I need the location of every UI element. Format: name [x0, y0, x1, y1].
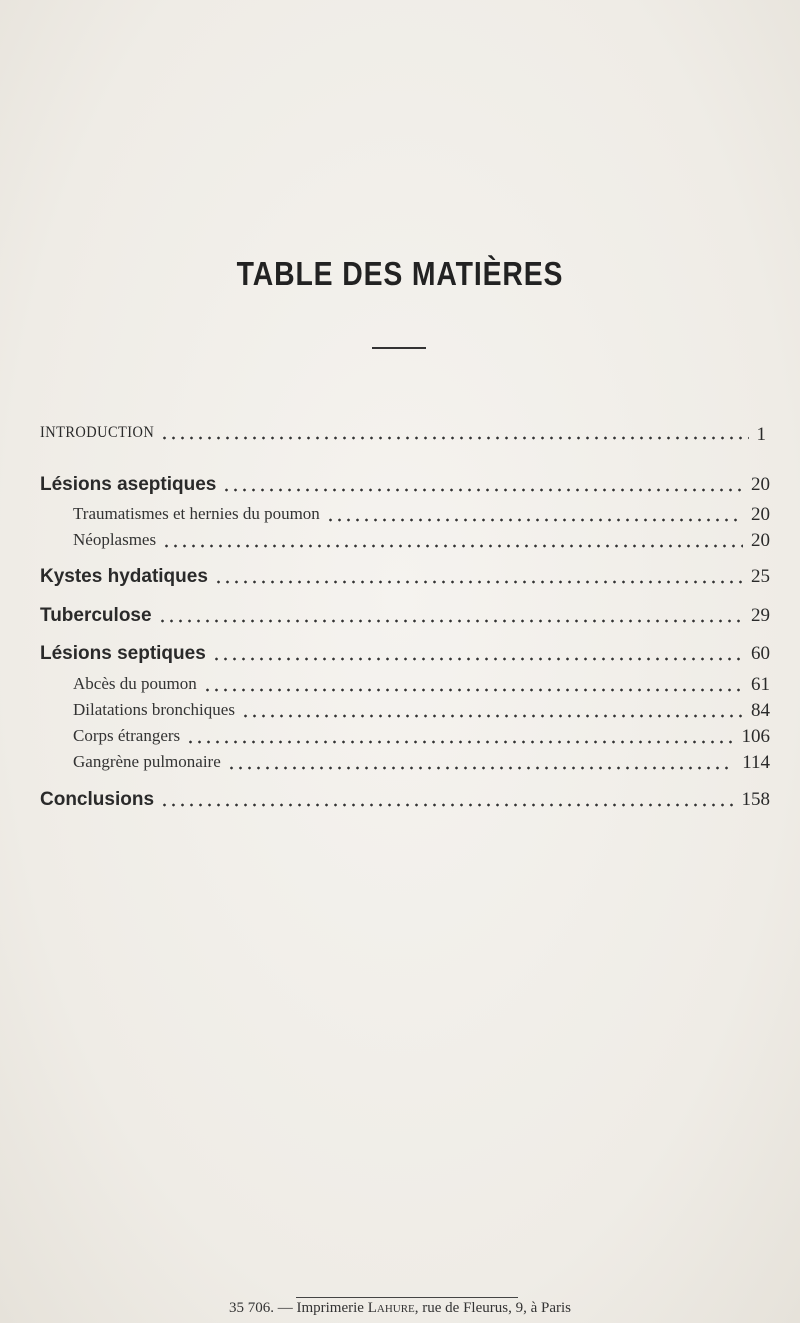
toc-entry-page: 20: [751, 474, 770, 495]
toc-leader-dots: [160, 436, 748, 440]
toc-entry-neoplasmes: [0, 530, 800, 556]
toc-entry-page: 25: [751, 566, 770, 587]
toc-leader-dots: [227, 766, 734, 770]
toc-leader-dots: [160, 803, 733, 807]
toc-entry-label: INTRODUCTION: [40, 424, 155, 441]
printer-prefix: Imprimerie: [296, 1300, 364, 1316]
toc-entry-page: 114: [742, 752, 770, 773]
toc-entry-label: Néoplasmes: [73, 530, 157, 549]
printer-address: , rue de Fleurus, 9, à Paris: [414, 1300, 571, 1316]
toc-entry-label: Conclusions: [40, 789, 155, 810]
page-title: TABLE DES MATIÈRES: [236, 255, 564, 292]
toc-entry-label: Kystes hydatiques: [40, 566, 208, 587]
toc-leader-dots: [222, 488, 743, 492]
toc-entry-page: 158: [741, 789, 770, 810]
toc-entry-label: Corps étrangers: [73, 726, 181, 745]
printer-name: Lahure: [367, 1300, 415, 1316]
toc-entry-lesions-septiques: [0, 643, 800, 669]
footer-dash: —: [277, 1300, 293, 1316]
toc-leader-dots: [241, 714, 743, 718]
toc-entry-gangrene-pulmonaire: [0, 752, 800, 778]
toc-entry-label: Tuberculose: [40, 605, 152, 626]
toc-entry-label: Gangrène pulmonaire: [73, 752, 221, 771]
toc-entry-page: 84: [751, 700, 770, 721]
toc-entry-label: Abcès du poumon: [73, 674, 197, 693]
toc-entry-page: 106: [741, 726, 770, 747]
toc-entry-label: Dilatations bronchiques: [73, 700, 235, 719]
toc-entry-conclusions: [0, 789, 800, 815]
toc-leader-dots: [214, 580, 743, 584]
toc-leader-dots: [186, 740, 733, 744]
toc-leader-dots: [162, 544, 743, 548]
toc-entry-dilatations-bronchiques: [0, 700, 800, 726]
toc-entry-introduction: [0, 424, 800, 450]
toc-entry-label: Traumatismes et hernies du poumon: [73, 504, 320, 523]
print-job-code: 35 706.: [228, 1300, 274, 1316]
toc-leader-dots: [158, 619, 743, 623]
toc-entry-corps-etrangers: [0, 726, 800, 752]
toc-entry-page: 1: [756, 424, 766, 445]
toc-leader-dots: [326, 518, 743, 522]
toc-leader-dots: [203, 688, 743, 692]
toc-entry-abces-du-poumon: [0, 674, 800, 700]
toc-entry-tuberculose: [0, 605, 800, 631]
toc-entry-page: 29: [751, 605, 770, 626]
toc-entry-page: 20: [751, 504, 770, 525]
toc-entry-label: Lésions aseptiques: [40, 474, 217, 495]
toc-entry-page: 60: [751, 643, 770, 664]
toc-entry-page: 20: [751, 530, 770, 551]
printer-imprint: [0, 1300, 800, 1317]
title-divider: [372, 347, 426, 349]
toc-leader-dots: [212, 657, 743, 661]
toc-entry-traumatismes: [0, 504, 800, 530]
toc-entry-label: Lésions septiques: [40, 643, 206, 664]
toc-entry-lesions-aseptiques: [0, 474, 800, 500]
toc-entry-kystes-hydatiques: [0, 566, 800, 592]
toc-entry-page: 61: [751, 674, 770, 695]
footer-divider: [296, 1297, 518, 1298]
